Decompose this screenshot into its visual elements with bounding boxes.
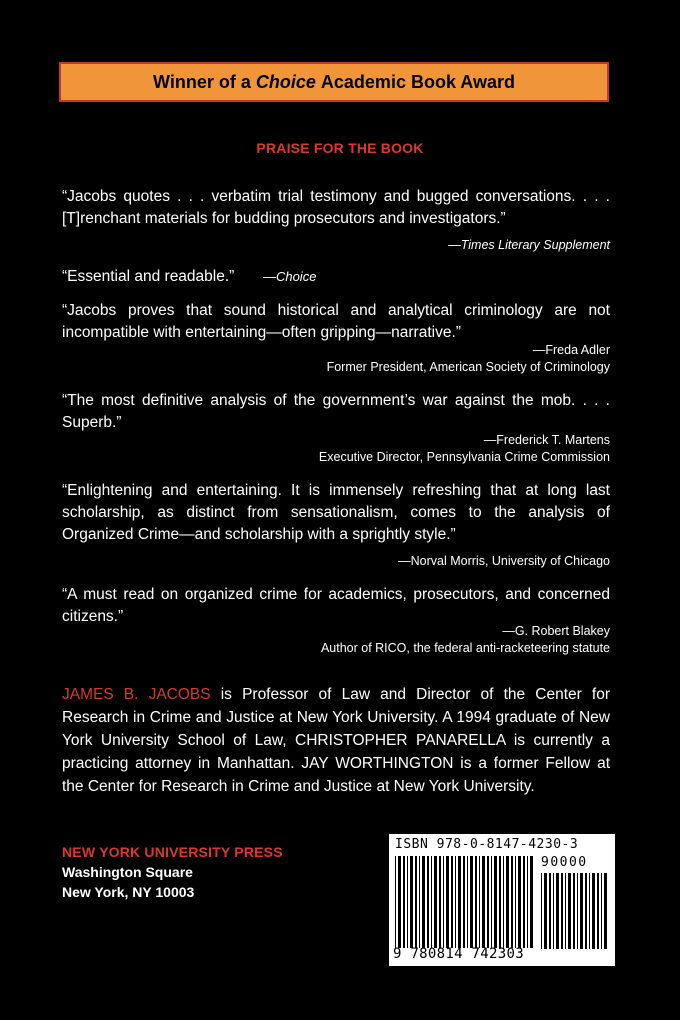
award-banner [59,62,609,102]
publisher-name: NEW YORK UNIVERSITY PRESS [62,844,283,860]
barcode-addon-number: 90000 [541,855,588,870]
blurb-source-2: —Choice [262,269,317,284]
blurb-title-3: Former President, American Society of Criminology [326,360,610,374]
blurb-source-1-text: —Times Literary Supplement [448,238,610,252]
blurb-source-5: —Norval Morris, University of Chicago [398,554,610,568]
publisher-address-1: Washington Square [62,864,193,880]
blurb-quote-2 [62,266,610,288]
blurb-quote-1: “Jacobs quotes . . . verbatim trial testimony and bugged conversations. . . . [T]renchant materials for budding prosecutors and investigators.” [62,188,610,227]
award-prefix: Winner of a [153,71,251,92]
award-italic: Choice [255,71,316,92]
praise-heading: PRAISE FOR THE BOOK [256,140,424,156]
blurb-quote-6: “A must read on organized crime for academics, prosecutors, and concerned citizens.” [62,586,610,625]
barcode-bars-main [395,856,533,948]
blurb-source-6: —G. Robert Blakey [502,624,610,638]
author-bio-text: is Professor of Law and Director of the Center for Research in Crime and Justice at New York University. A 1994 graduate of New York University School of Law, CHRISTOPHER PANARELLA is currently a practicing attorney in Manhattan. JAY WORTHINGTON is a former Fellow at the Center for Research in Crime and Justice at New York University. [62,686,611,795]
author-name: JAMES B. JACOBS [62,686,211,703]
publisher-address-2: New York, NY 10003 [62,884,195,900]
award-suffix: Academic Book Award [320,71,515,92]
publisher-block [62,842,283,902]
isbn-label: ISBN 978-0-8147-4230-3 [395,837,579,852]
blurb-title-4: Executive Director, Pennsylvania Crime Commission [318,450,610,464]
blurb-source-4: —Frederick T. Martens [483,433,610,447]
barcode-bars-addon [541,873,607,949]
blurb-quote-2-text: “Essential and readable.” [62,268,235,285]
author-bio [62,683,610,798]
blurb-quote-3: “Jacobs proves that sound historical and analytical criminology are not incompatible with entertaining—often gripping—narrative.” [62,302,610,341]
blurb-title-6: Author of RICO, the federal anti-racketeering statute [320,641,610,655]
blurb-quote-4: “The most definitive analysis of the government’s war against the mob. . . . Superb.” [62,392,610,431]
isbn-barcode [389,834,615,966]
blurb-source-1 [62,237,610,254]
barcode-digits: 9 780814 742303 [393,946,524,962]
blurb-quote-5: “Enlightening and entertaining. It is immensely refreshing that at long last scholarship, as distinct from sensationalism, comes to the analysis of Organized Crime—and scholarship with a sprightly style.” [62,482,610,543]
blurb-source-3: —Freda Adler [532,343,610,357]
